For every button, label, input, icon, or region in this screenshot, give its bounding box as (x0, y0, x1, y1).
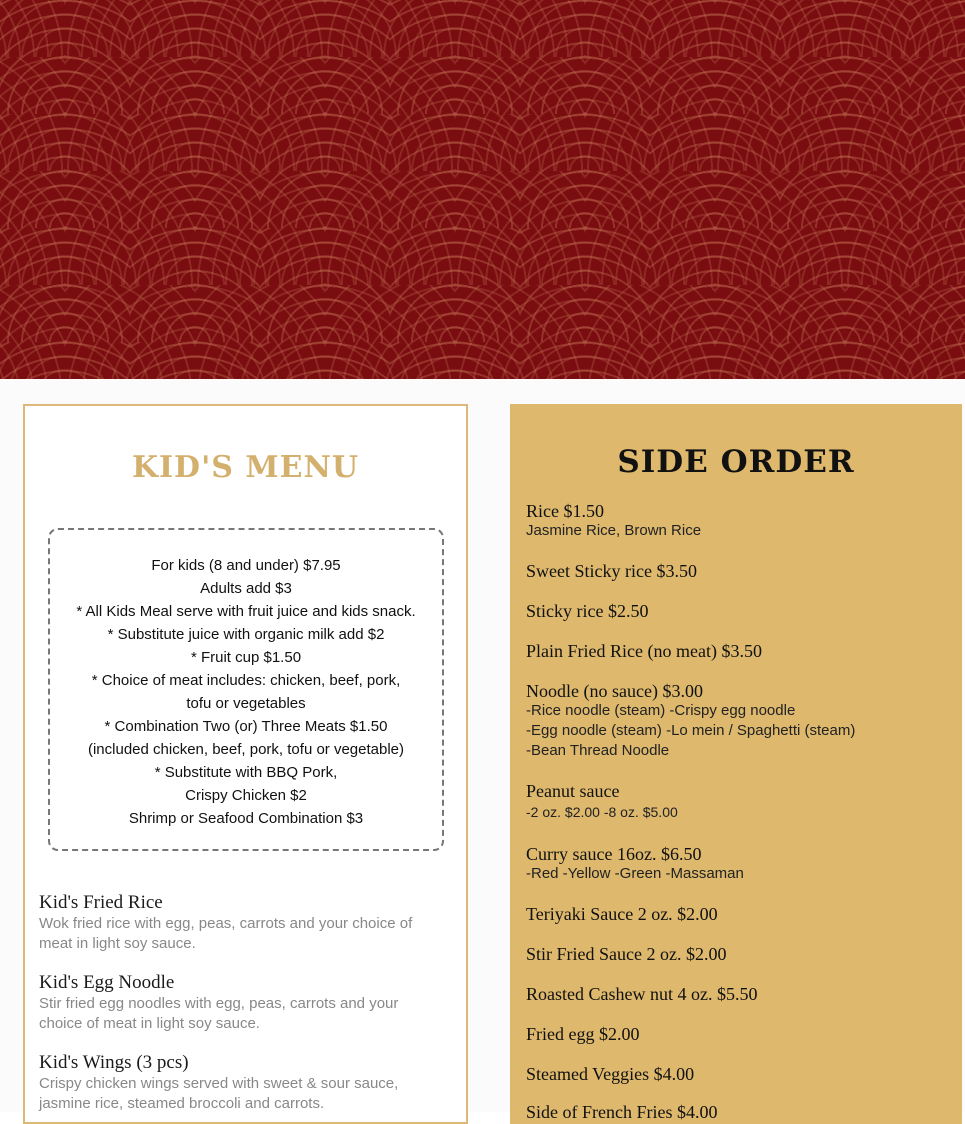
kids-note: For kids (8 and under) $7.95 (151, 557, 341, 574)
side-order-item (526, 844, 956, 884)
side-item-name: Side of French Fries $4.00 (526, 1102, 718, 1122)
side-order-item (526, 781, 956, 823)
side-order-panel (510, 404, 962, 1124)
side-order-item (526, 601, 956, 621)
side-item-desc: -Red -Yellow -Green -Massaman (526, 865, 744, 882)
side-item-desc: -Rice noodle (steam) -Crispy egg noodle (526, 702, 796, 719)
kids-note: * Fruit cup $1.50 (190, 649, 302, 666)
side-item-name: Steamed Veggies $4.00 (526, 1064, 695, 1084)
side-item-name: Fried egg $2.00 (526, 1024, 640, 1044)
kids-note: tofu or vegetables (186, 695, 306, 712)
side-item-desc: -Egg noodle (steam) -Lo mein / Spaghetti (steam) (526, 722, 856, 739)
side-item-name: Teriyaki Sauce 2 oz. $2.00 (526, 904, 718, 924)
kids-item-name: Kid's Egg Noodle (39, 972, 175, 993)
side-order-item (526, 1024, 956, 1044)
kids-note: Shrimp or Seafood Combination $3 (128, 810, 364, 827)
kids-menu-item (39, 892, 439, 954)
side-item-name: Curry sauce 16oz. $6.50 (526, 844, 702, 864)
kids-menu-panel (23, 404, 468, 1124)
kids-item-desc: Wok fried rice with egg, peas, carrots and your choice of meat in light soy sauce. (39, 915, 413, 952)
kids-note: * Substitute with BBQ Pork, (154, 764, 338, 781)
side-order-item (526, 681, 956, 761)
side-item-name: Peanut sauce (526, 781, 620, 801)
side-item-name: Roasted Cashew nut 4 oz. $5.50 (526, 984, 758, 1004)
kids-menu-item (39, 1052, 439, 1114)
side-order-title: SIDE ORDER (617, 444, 855, 480)
banner-pattern (0, 0, 965, 379)
side-order-item (526, 501, 956, 541)
kids-item-name: Kid's Wings (3 pcs) (39, 1052, 189, 1073)
side-item-desc: -2 oz. $2.00 -8 oz. $5.00 (526, 804, 678, 820)
side-item-name: Sticky rice $2.50 (526, 601, 649, 621)
kids-item-desc: Stir fried egg noodles with egg, peas, carrots and your choice of meat in light soy sauce. (39, 995, 399, 1032)
side-item-name: Sweet Sticky rice $3.50 (526, 561, 697, 581)
kids-menu-notes-box (48, 528, 444, 851)
kids-note: * Combination Two (or) Three Meats $1.50 (104, 718, 388, 735)
side-order-item (526, 1102, 956, 1122)
kids-note: Crispy Chicken $2 (185, 787, 307, 804)
side-item-name: Plain Fried Rice (no meat) $3.50 (526, 641, 762, 661)
kids-note: * Substitute juice with organic milk add $2 (107, 626, 385, 643)
side-item-name: Noodle (no sauce) $3.00 (526, 681, 703, 701)
side-item-name: Stir Fried Sauce 2 oz. $2.00 (526, 944, 727, 964)
kids-menu-item (39, 972, 439, 1034)
kids-note: * Choice of meat includes: chicken, beef, pork, (91, 672, 401, 689)
kids-item-desc: Crispy chicken wings served with sweet & sour sauce, jasmine rice, steamed broccoli and carrots. (39, 1075, 399, 1112)
kids-note: Adults add $3 (200, 580, 292, 597)
side-order-item (526, 984, 956, 1004)
side-order-item (526, 561, 956, 581)
kids-menu-title: KID'S MENU (131, 450, 360, 485)
side-item-desc: Jasmine Rice, Brown Rice (526, 522, 702, 539)
side-item-desc: -Bean Thread Noodle (526, 742, 670, 759)
side-order-item (526, 944, 956, 964)
side-order-item (526, 904, 956, 924)
side-order-item (526, 1064, 956, 1084)
kids-item-name: Kid's Fried Rice (39, 892, 163, 913)
kids-note: (included chicken, beef, pork, tofu or vegetable) (87, 741, 405, 758)
kids-note: * All Kids Meal serve with fruit juice and kids snack. (76, 603, 416, 620)
side-item-name: Rice $1.50 (526, 501, 604, 521)
side-order-item (526, 641, 956, 661)
